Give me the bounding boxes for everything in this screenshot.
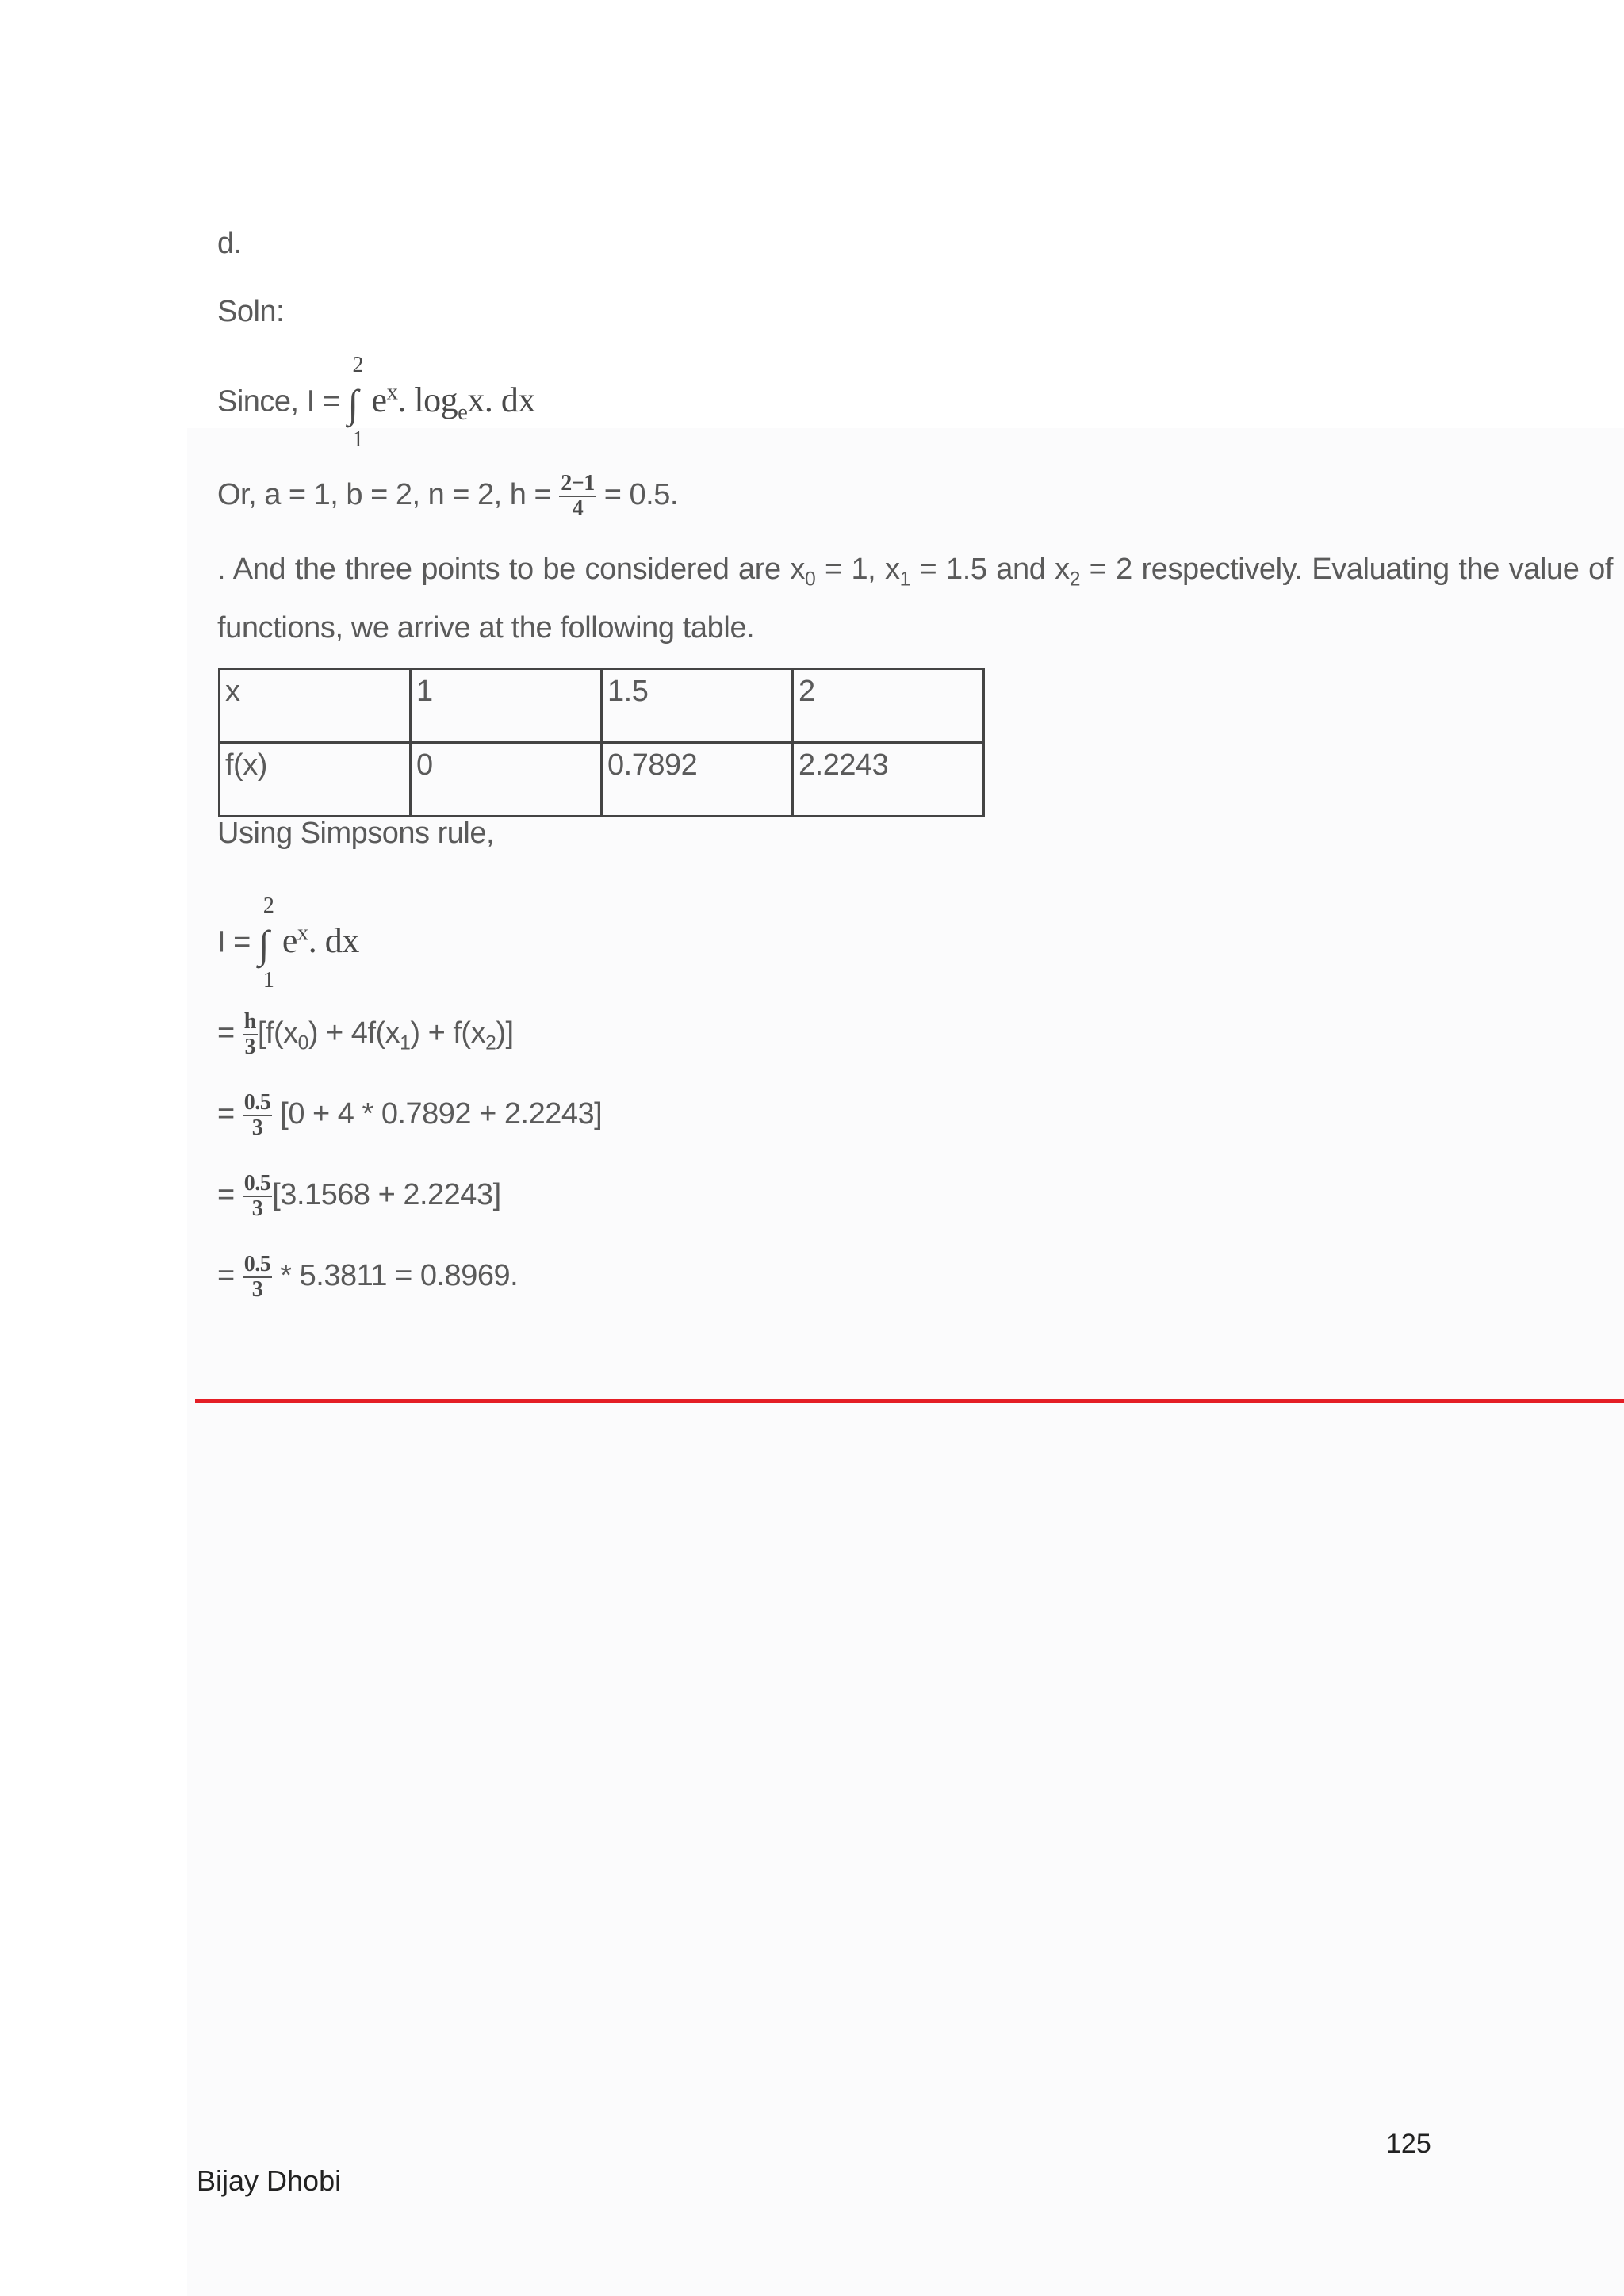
parameters-line (217, 471, 678, 521)
step-formula: = $\frac{h}{3}$ $[f(x_0) + 4f(x_1) + f(x_2)]$ (217, 1008, 514, 1059)
table-cell: x (220, 669, 411, 743)
item-label: d. (217, 227, 242, 260)
integrand: $e^x$. dx (282, 920, 359, 960)
integral-upper-limit: 2 (262, 893, 274, 918)
integral-sign: ∫ (347, 381, 358, 426)
step-sum: = $\frac{0.5}{3}$ [3.1568 + 2.2243] (217, 1170, 501, 1221)
parameters-tail: = 0.5. (596, 478, 678, 511)
solution-label: Soln: (217, 295, 285, 328)
integral-lower-limit: 1 (352, 427, 364, 452)
table-cell: 1.5 (602, 669, 793, 743)
integral-prefix: Since, I = (217, 385, 348, 419)
table-cell: 2.2243 (793, 743, 984, 817)
table-cell: f(x) (220, 743, 411, 817)
integral-definition (217, 341, 535, 452)
table-row (220, 743, 984, 817)
simpson-label: Using Simpsons rule, (217, 817, 495, 850)
table-cell: 2 (793, 669, 984, 743)
section-divider (195, 1399, 1624, 1403)
page-number: 125 (1386, 2129, 1431, 2159)
integral-upper-limit: 2 (352, 352, 364, 377)
parameters-text: Or, a = 1, b = 2, n = 2, h = (217, 478, 560, 511)
integral-symbol (259, 893, 282, 996)
h-over-3-fraction: $\frac{h}{3}$ (243, 1008, 256, 1059)
integral-prefix: I = (217, 925, 259, 959)
points-paragraph: . And the three points to be considered are $x_0 = 1$, $x_1 = 1.5$ and $x_2 = 2$ respectively. Evaluating the value of functions, we arrive at the following table. (217, 553, 1613, 645)
table-cell: 1 (411, 669, 602, 743)
integrand: $e^x$. $\log_ex$. dx (371, 380, 535, 425)
table-row (220, 669, 984, 743)
fraction: $\frac{0.5}{3}$ (243, 1089, 271, 1140)
function-values-table (218, 668, 985, 817)
table-cell: 0 (411, 743, 602, 817)
author-name: Bijay Dhobi (197, 2164, 342, 2197)
table-cell: 0.7892 (602, 743, 793, 817)
step-result: = $\frac{0.5}{3}$ * 5.3811 = 0.8969. (217, 1251, 519, 1302)
integral-symbol (348, 352, 372, 455)
simpson-integral (217, 882, 359, 993)
h-fraction: $\frac{2-1}{4}$ (561, 470, 595, 521)
step-substitution: = $\frac{0.5}{3}$ [0 + 4 * 0.7892 + 2.2243] (217, 1089, 603, 1140)
integral-sign: ∫ (258, 921, 270, 966)
fraction: $\frac{0.5}{3}$ (243, 1170, 271, 1221)
fraction: $\frac{0.5}{3}$ (243, 1251, 271, 1302)
integral-lower-limit: 1 (262, 967, 274, 993)
